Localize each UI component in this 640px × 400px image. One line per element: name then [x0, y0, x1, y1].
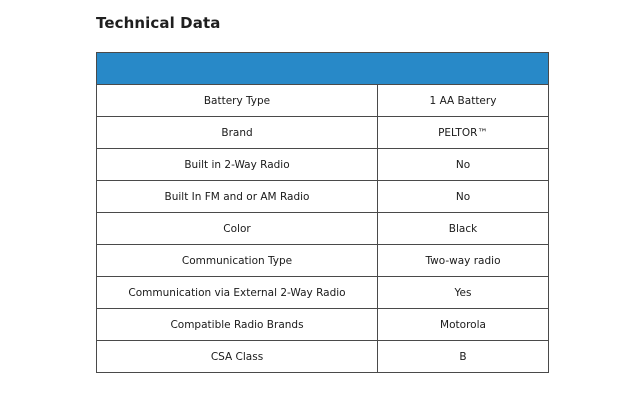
spec-label: Communication Type [97, 245, 378, 277]
technical-data-table [96, 52, 549, 373]
table-row [97, 341, 549, 373]
table-row [97, 277, 549, 309]
spec-value: Two-way radio [378, 245, 549, 277]
spec-label: Brand [97, 117, 378, 149]
spec-value: No [378, 149, 549, 181]
spec-value: No [378, 181, 549, 213]
spec-label: Compatible Radio Brands [97, 309, 378, 341]
spec-label: CSA Class [97, 341, 378, 373]
spec-value: PELTOR™ [378, 117, 549, 149]
spec-label: Communication via External 2-Way Radio [97, 277, 378, 309]
spec-value: 1 AA Battery [378, 85, 549, 117]
spec-value: Motorola [378, 309, 549, 341]
page-title: Technical Data [96, 14, 221, 32]
spec-label: Color [97, 213, 378, 245]
table-row [97, 117, 549, 149]
spec-value: Black [378, 213, 549, 245]
spec-value: Yes [378, 277, 549, 309]
spec-label: Built in 2-Way Radio [97, 149, 378, 181]
spec-label: Built In FM and or AM Radio [97, 181, 378, 213]
table-header-row [97, 53, 549, 85]
spec-value: B [378, 341, 549, 373]
table-row [97, 149, 549, 181]
table-row [97, 181, 549, 213]
table-row [97, 245, 549, 277]
table-row [97, 309, 549, 341]
table-row [97, 85, 549, 117]
spec-label: Battery Type [97, 85, 378, 117]
table-row [97, 213, 549, 245]
table-header-bar [97, 53, 549, 85]
